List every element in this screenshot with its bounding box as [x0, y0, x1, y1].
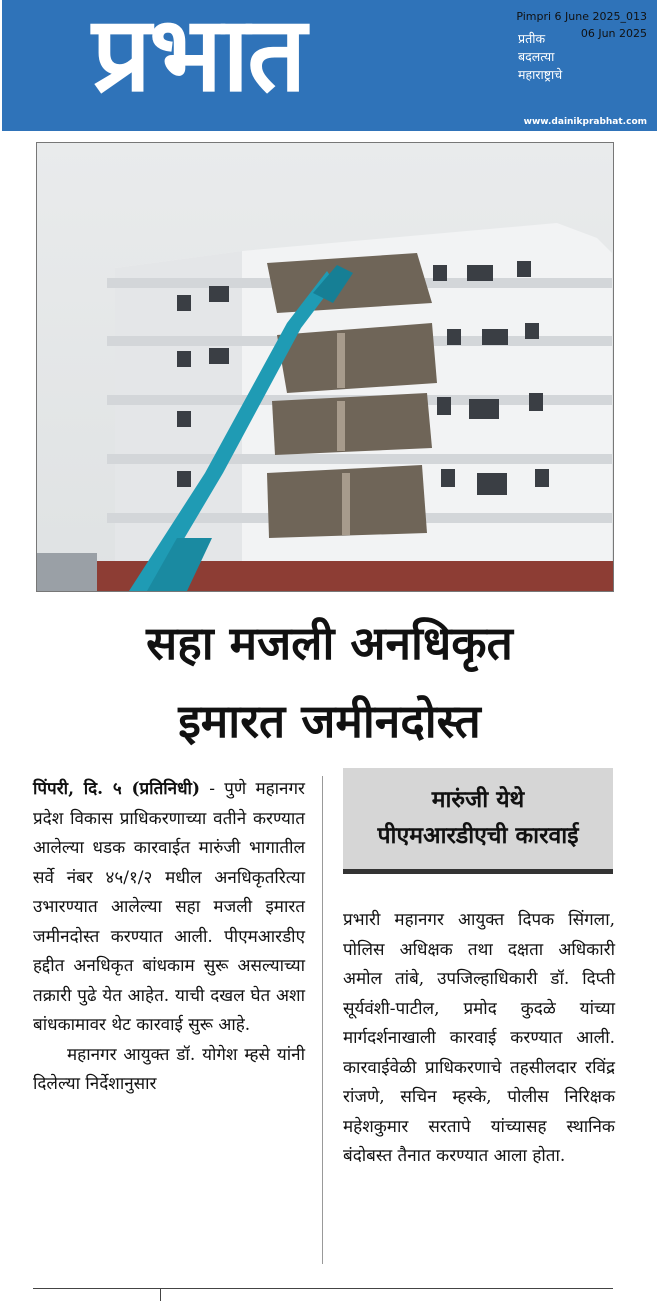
tagline-line-3: महाराष्ट्राचे	[518, 67, 563, 82]
masthead-website: www.dainikprabhat.com	[523, 117, 647, 127]
headline-line-1: सहा मजली अनधिकृत	[146, 616, 513, 670]
subheadline-box	[343, 768, 613, 874]
bottom-rule-tick	[160, 1288, 161, 1301]
article-paragraph-3: प्रभारी महानगर आयुक्त दिपक सिंगला, पोलिस अधिक्षक तथा दक्षता अधिकारी अमोल तांबे, उपजिल्हाधिकारी डॉ. दिप्ती सूर्यवंशी-पाटील, प्रमोद कुदळे यांच्या मार्गदर्शनाखाली कारवाई करण्यात आली. कारवाईवेळी प्राधिकरणाचे तहसीलदार रविंद्र रांजणे, सचिन म्हस्के, पोलीस निरिक्षक महेशकुमार सरतापे यांच्यासह स्थानिक बंदोबस्त तैनात करण्यात आला होता.	[343, 910, 615, 1166]
headline-line-2: इमारत जमीनदोस्त	[178, 694, 481, 748]
demolition-photo	[36, 142, 614, 592]
edition-line-2: 06 Jun 2025	[580, 27, 647, 40]
column-divider	[322, 776, 323, 1264]
tagline-line-1: प्रतीक	[518, 31, 546, 46]
headline	[0, 604, 659, 760]
masthead-logo: प्रभात	[92, 0, 305, 115]
article-paragraph-2: महानगर आयुक्त डॉ. योगेश म्हसे यांनी दिलेल्या निर्देशानुसार	[33, 1044, 305, 1094]
bottom-rule	[33, 1288, 613, 1289]
tagline-line-2: बदलत्या	[518, 49, 555, 64]
article-column-right	[343, 906, 615, 1172]
edition-info	[516, 8, 647, 42]
subhead-line-2: पीएमआरडीएची कारवाई	[377, 823, 579, 849]
article-paragraph-1: - पुणे महानगर प्रदेश विकास प्राधिकरणाच्या वतीने करण्यात आलेल्या धडक कारवाईत मारुंजी भागातील सर्वे नंबर ४५/१/२ मधील अनधिकृतरित्या उभारण्यात आलेल्या सहा मजली इमारत जमीनदोस्त करण्यात आली. पीएमआरडीए हद्दीत अनधिकृत बांधकाम सुरू असल्याच्या तक्रारी पुढे येत आहेत. याची दखल घेत अशा बांधकामावर थेट कारवाई सुरू आहे.	[33, 779, 306, 1035]
dateline: पिंपरी, दि. ५ (प्रतिनिधी)	[33, 779, 201, 799]
masthead	[2, 0, 657, 131]
edition-line-1: Pimpri 6 June 2025_013	[516, 10, 647, 23]
subhead-line-1: मारुंजी येथे	[431, 787, 525, 813]
article-column-left	[33, 775, 305, 1100]
